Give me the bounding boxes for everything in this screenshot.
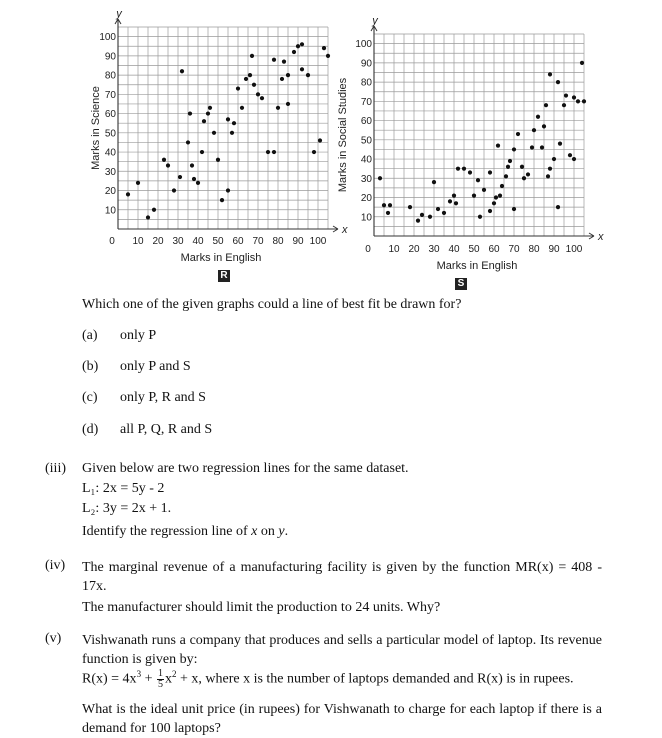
option-d-text: all P, Q, R and S — [120, 422, 213, 437]
data-point — [500, 184, 504, 188]
data-point — [530, 145, 534, 149]
y-tick-label: 90 — [360, 58, 372, 70]
option-a-label: (a) — [82, 328, 98, 343]
scatter-plot-s-svg — [336, 4, 604, 284]
x-axis-label: Marks in English — [436, 260, 518, 272]
data-point — [266, 150, 270, 154]
x-tick-label: 70 — [252, 236, 264, 247]
data-point — [386, 211, 390, 215]
data-point — [582, 99, 586, 103]
data-point — [162, 158, 166, 162]
data-point — [498, 194, 502, 198]
y-tick-label: 90 — [104, 51, 116, 63]
option-c-label: (c) — [82, 390, 98, 405]
data-point — [492, 201, 496, 205]
q3-ask-a: Identify the regression line of — [82, 524, 252, 539]
data-point — [190, 163, 194, 167]
data-point — [536, 115, 540, 119]
q3-ask — [82, 524, 288, 540]
option-c-text: only P, R and S — [120, 390, 206, 405]
q3-ask-b: on — [257, 524, 279, 539]
data-point — [280, 77, 284, 81]
y-tick-label: 30 — [360, 173, 372, 185]
data-point — [552, 157, 556, 161]
y-tick-label: 50 — [360, 135, 372, 147]
data-point — [192, 177, 196, 181]
data-point — [508, 159, 512, 163]
data-point — [512, 207, 516, 211]
x-tick-label: 90 — [292, 236, 304, 247]
x-tick-label: 40 — [448, 244, 460, 255]
data-point — [496, 143, 500, 147]
data-point — [546, 174, 550, 178]
data-point — [256, 92, 260, 96]
data-point — [568, 153, 572, 157]
data-point — [476, 178, 480, 182]
data-point — [456, 167, 460, 171]
data-point — [454, 201, 458, 205]
y-axis-label: Marks in Social Studies — [337, 77, 349, 193]
q4-ask: The manufacturer should limit the production to 24 units. Why? — [82, 600, 441, 615]
data-point — [240, 106, 244, 110]
y-tick-label: 70 — [360, 96, 372, 108]
data-point — [572, 95, 576, 99]
data-point — [540, 145, 544, 149]
data-point — [312, 150, 316, 154]
data-point — [300, 67, 304, 71]
option-a-text: only P — [120, 328, 157, 343]
data-point — [322, 46, 326, 50]
q5-formula-a: R(x) = 4x — [82, 671, 137, 687]
data-point — [556, 80, 560, 84]
q5-formula-sup: 3 — [136, 669, 142, 680]
data-point — [226, 188, 230, 192]
data-point — [126, 192, 130, 196]
data-point — [186, 140, 190, 144]
data-point — [564, 93, 568, 97]
data-point — [428, 215, 432, 219]
data-point — [382, 203, 386, 207]
data-point — [206, 111, 210, 115]
y-tick-label: 100 — [355, 39, 372, 51]
data-point — [300, 42, 304, 46]
x-tick-label: 60 — [488, 244, 500, 255]
q3-intro: Given below are two regression lines for the same dataset. — [82, 461, 409, 476]
data-point — [136, 181, 140, 185]
option-d-label: (d) — [82, 422, 99, 437]
x-axis-label: Marks in English — [180, 252, 262, 264]
data-point — [506, 165, 510, 169]
y-tick-label: 60 — [104, 109, 116, 121]
data-point — [472, 194, 476, 198]
x-tick-label: 80 — [528, 244, 540, 255]
data-point — [220, 198, 224, 202]
option-b-label: (b) — [82, 359, 99, 374]
data-point — [516, 132, 520, 136]
x-tick-label: 10 — [132, 236, 144, 247]
y-tick-label: 10 — [360, 212, 372, 224]
q5-frac-den: 5 — [157, 679, 163, 690]
data-point — [244, 77, 248, 81]
q5-formula — [82, 669, 574, 690]
data-point — [522, 176, 526, 180]
data-point — [542, 124, 546, 128]
q3-ask-x: x — [251, 524, 258, 539]
data-point — [252, 83, 256, 87]
q3-ask-c: . — [284, 524, 289, 539]
x-tick-label: 100 — [565, 244, 583, 255]
data-point — [212, 131, 216, 135]
data-point — [226, 117, 230, 121]
y-axis-letter: y — [116, 8, 122, 20]
q5-frac-num: 1 — [157, 668, 163, 679]
data-point — [520, 165, 524, 169]
data-point — [146, 215, 150, 219]
x-axis-letter: x — [598, 231, 604, 243]
y-tick-label: 30 — [104, 166, 116, 178]
data-point — [548, 72, 552, 76]
data-point — [526, 172, 530, 176]
data-point — [286, 102, 290, 106]
q3-number: (iii) — [45, 461, 66, 476]
y-tick-label: 70 — [104, 89, 116, 101]
data-point — [548, 167, 552, 171]
scatter-chart-s — [336, 4, 604, 284]
q5-fraction — [157, 669, 164, 690]
data-point — [180, 69, 184, 73]
data-point — [260, 96, 264, 100]
y-tick-label: 50 — [104, 128, 116, 140]
data-point — [452, 194, 456, 198]
data-point — [172, 188, 176, 192]
mcq-question: Which one of the given graphs could a line of best fit be drawn for? — [82, 297, 462, 312]
x-axis-letter: x — [342, 224, 348, 236]
data-point — [488, 170, 492, 174]
data-point — [432, 180, 436, 184]
data-point — [562, 103, 566, 107]
q5-formula-b: + — [141, 671, 156, 687]
data-point — [442, 211, 446, 215]
origin-label: 0 — [109, 236, 115, 247]
y-axis-label: Marks in Science — [90, 86, 102, 170]
data-point — [296, 44, 300, 48]
data-point — [178, 175, 182, 179]
q5-number: (v) — [45, 631, 62, 646]
data-point — [544, 103, 548, 107]
data-point — [166, 163, 170, 167]
x-tick-label: 80 — [272, 236, 284, 247]
data-point — [272, 58, 276, 62]
option-b-text: only P and S — [120, 359, 191, 374]
q5-text: Vishwanath runs a company that produces and sells a particular model of laptop. Its revenue function is given by: — [82, 633, 602, 667]
data-point — [232, 121, 236, 125]
data-point — [512, 147, 516, 151]
data-point — [468, 170, 472, 174]
data-point — [504, 174, 508, 178]
y-tick-label: 40 — [360, 154, 372, 166]
y-tick-label: 10 — [104, 205, 116, 217]
q3-line-l2: L₂: 3y = 2x + 1. — [82, 501, 172, 516]
q3-line-l1: L₁: 2x = 5y - 2 — [82, 481, 165, 496]
q5-formula-c: x — [164, 671, 172, 687]
y-tick-label: 20 — [360, 193, 372, 205]
x-tick-label: 30 — [172, 236, 184, 247]
y-tick-label: 80 — [360, 77, 372, 89]
data-point — [388, 203, 392, 207]
data-point — [478, 215, 482, 219]
data-point — [488, 209, 492, 213]
q3-ask-y: y — [278, 524, 285, 539]
data-point — [276, 106, 280, 110]
chart-r-badge: R — [218, 270, 230, 282]
data-point — [494, 195, 498, 199]
y-tick-label: 20 — [104, 186, 116, 198]
data-point — [286, 73, 290, 77]
y-tick-label: 60 — [360, 116, 372, 128]
q4-number: (iv) — [45, 558, 66, 573]
data-point — [378, 176, 382, 180]
q5-ask: What is the ideal unit price (in rupees) for Vishwanath to charge for each laptop if there is a demand for 100 laptops? — [82, 702, 602, 736]
data-point — [420, 213, 424, 217]
data-point — [408, 205, 412, 209]
y-tick-label: 40 — [104, 147, 116, 159]
x-tick-label: 70 — [508, 244, 520, 255]
data-point — [272, 150, 276, 154]
q5-formula-sup2: 2 — [171, 669, 177, 680]
data-point — [282, 60, 286, 64]
data-point — [152, 208, 156, 212]
data-point — [556, 205, 560, 209]
y-tick-label: 100 — [99, 32, 116, 44]
data-point — [318, 138, 322, 142]
q5-formula-d: + x, where x is the number of laptops demanded and R(x) is in rupees. — [176, 671, 574, 687]
data-point — [200, 150, 204, 154]
x-tick-label: 20 — [152, 236, 164, 247]
data-point — [248, 73, 252, 77]
data-point — [532, 128, 536, 132]
x-tick-label: 50 — [212, 236, 224, 247]
y-axis-letter: y — [372, 15, 378, 27]
x-tick-label: 100 — [309, 236, 327, 247]
data-point — [292, 50, 296, 54]
data-point — [230, 131, 234, 135]
x-tick-label: 60 — [232, 236, 244, 247]
data-point — [558, 142, 562, 146]
data-point — [572, 157, 576, 161]
q4-text: The marginal revenue of a manufacturing facility is given by the function MR(x) = 408 - 17x. — [82, 560, 602, 594]
data-point — [482, 188, 486, 192]
data-point — [196, 181, 200, 185]
data-point — [416, 219, 420, 223]
data-point — [250, 54, 254, 58]
data-point — [188, 111, 192, 115]
data-point — [576, 99, 580, 103]
chart-s-badge: S — [455, 278, 467, 290]
data-point — [216, 158, 220, 162]
data-point — [202, 119, 206, 123]
x-tick-label: 90 — [548, 244, 560, 255]
data-point — [436, 207, 440, 211]
data-point — [208, 106, 212, 110]
data-point — [448, 199, 452, 203]
data-point — [326, 54, 330, 58]
data-point — [580, 61, 584, 65]
data-point — [306, 73, 310, 77]
x-tick-label: 20 — [408, 244, 420, 255]
data-point — [236, 86, 240, 90]
x-tick-label: 40 — [192, 236, 204, 247]
x-tick-label: 10 — [388, 244, 400, 255]
x-tick-label: 50 — [468, 244, 480, 255]
origin-label: 0 — [365, 244, 371, 255]
data-point — [462, 167, 466, 171]
y-tick-label: 80 — [104, 70, 116, 82]
x-tick-label: 30 — [428, 244, 440, 255]
